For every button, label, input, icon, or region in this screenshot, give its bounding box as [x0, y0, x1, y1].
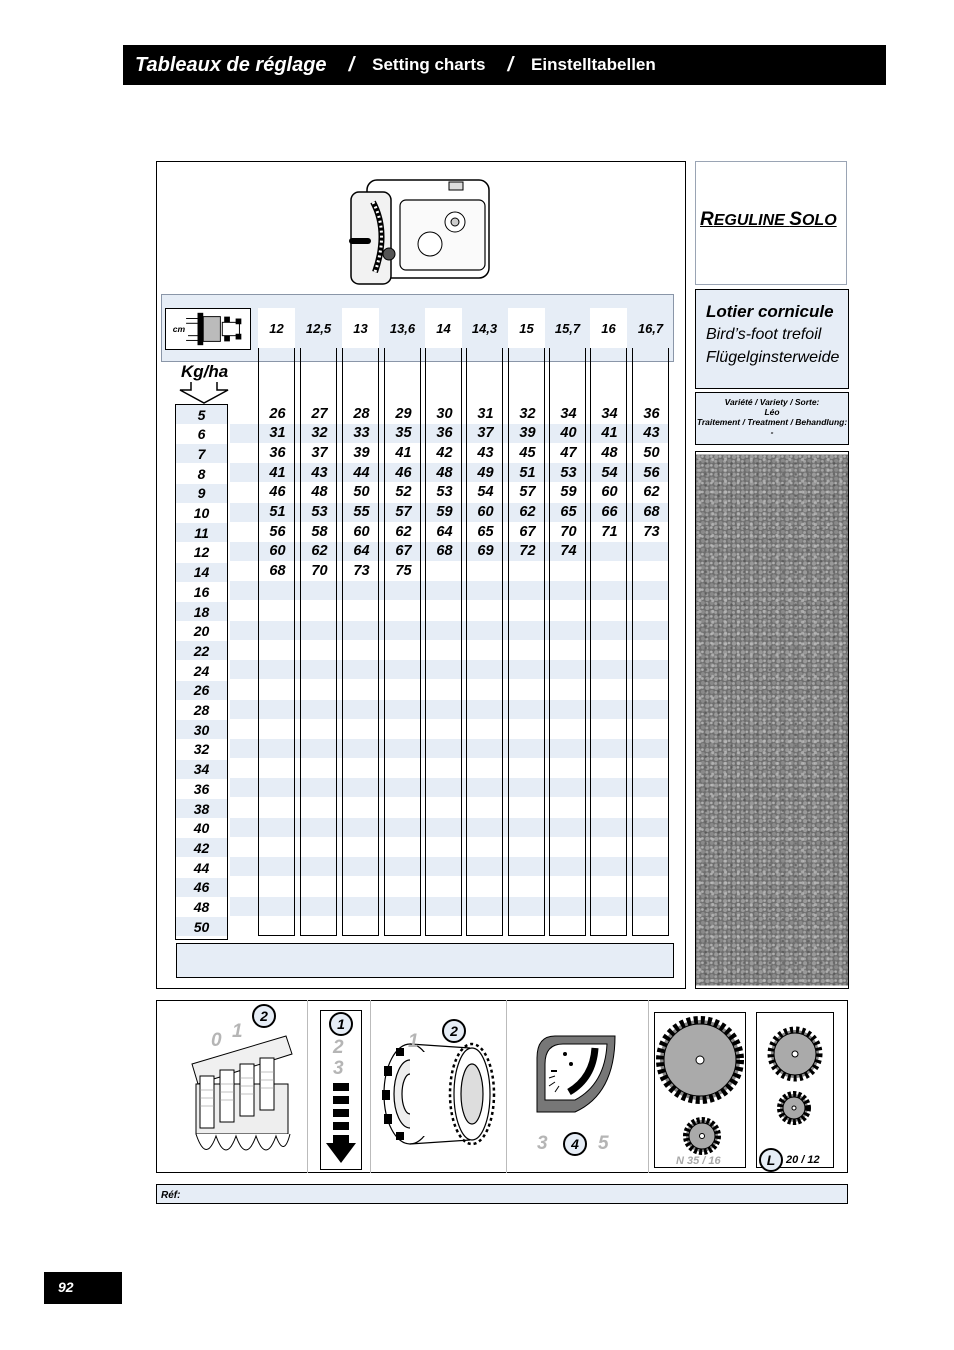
table-cell: 71 [601, 523, 618, 540]
variety-box [695, 392, 849, 445]
table-cell: 65 [477, 523, 494, 540]
table-cell: 60 [477, 504, 494, 520]
table-cell: 50 [353, 484, 370, 501]
table-column [342, 308, 379, 936]
ring-number-0: 0 [211, 1030, 222, 1051]
row-label: 16 [193, 583, 210, 600]
table-column [549, 308, 586, 936]
row-label: 11 [176, 523, 227, 542]
ring-selected-badge: 2 [252, 1004, 276, 1028]
row-label: 36 [193, 780, 210, 797]
column-header: 15 [508, 308, 545, 348]
table-cell: 48 [601, 444, 618, 461]
row-label: 8 [197, 465, 206, 482]
seed-name-fr: Lotier cornicule [706, 302, 834, 321]
table-cell: 59 [436, 504, 453, 520]
table-cell: 30 [436, 405, 453, 422]
gear-ratio-label: 20 / 12 [786, 1154, 820, 1166]
table-cell: 39 [353, 444, 370, 461]
table-cell: 49 [477, 464, 494, 481]
table-cell: 75 [395, 563, 412, 580]
settings-separator [307, 1000, 308, 1173]
table-cell: 59 [560, 484, 577, 501]
variety-label: Variété / Variety / Sorte: [724, 397, 820, 407]
table-cell: 31 [477, 405, 494, 422]
wheel-number-1: 1 [408, 1031, 419, 1052]
table-cell: 48 [436, 464, 453, 481]
row-label: 28 [193, 702, 210, 718]
settings-separator [370, 1000, 371, 1173]
row-label: 38 [176, 799, 227, 818]
row-label: 6 [197, 426, 206, 443]
table-cell: 31 [269, 425, 286, 442]
table-cell: 62 [395, 523, 412, 540]
column-header: 13 [342, 308, 379, 348]
table-cell: 32 [311, 425, 328, 442]
table-cell: 42 [436, 444, 453, 461]
column-header: 16 [590, 308, 627, 348]
table-column [425, 308, 462, 936]
table-cell: 53 [311, 504, 328, 520]
ring-number-1: 1 [232, 1021, 243, 1042]
row-label: 22 [176, 641, 227, 660]
table-cell: 68 [436, 543, 453, 560]
column-header: 12 [258, 308, 295, 348]
table-cell: 62 [311, 543, 328, 560]
seed-name-de: Flügelginsterweide [706, 349, 840, 366]
table-cell: 54 [601, 464, 618, 481]
title-separator: / [348, 53, 355, 76]
row-label: 20 [193, 623, 210, 640]
flap-setting-illustration [535, 1034, 617, 1114]
table-cell: 51 [269, 504, 286, 520]
table-cell: 60 [601, 484, 618, 501]
table-cell: 62 [643, 484, 660, 501]
table-cell: 32 [519, 405, 536, 422]
table-cell: 33 [353, 425, 370, 442]
table-cell: 56 [643, 464, 660, 481]
table-cell: 73 [643, 523, 660, 540]
row-label: 26 [176, 681, 227, 700]
table-cell: 28 [353, 405, 370, 422]
arrow-down-icon [177, 382, 231, 404]
wheel-selected-badge: 2 [442, 1019, 466, 1043]
kgha-label: Kg/ha [181, 362, 229, 381]
table-cell: 57 [395, 504, 412, 520]
cm-unit-label: cm [172, 323, 186, 334]
row-label: 50 [176, 917, 227, 936]
table-cell: 41 [601, 425, 618, 442]
product-name: REGULINE SOLO [700, 209, 837, 230]
table-column [300, 308, 337, 936]
table-cell: 55 [353, 504, 370, 520]
table-cell: 69 [477, 543, 494, 560]
table-cell: 51 [519, 464, 536, 481]
small-gear-icon [758, 1014, 832, 1134]
column-header: 16,7 [632, 308, 669, 348]
feed-rollers-illustration [186, 1024, 300, 1170]
table-cell: 52 [395, 484, 412, 501]
treatment-label: Traitement / Treatment / Behandlung: [696, 417, 848, 427]
metering-device-illustration [345, 172, 495, 290]
row-label: 30 [176, 720, 227, 739]
row-label: 42 [176, 838, 227, 857]
column-header: 12,5 [300, 308, 337, 348]
table-cell: 62 [519, 504, 536, 520]
seed-name-box [695, 289, 849, 389]
speed-arrow-icon [325, 1083, 357, 1165]
table-cell: 36 [643, 405, 660, 422]
speed-selected-badge: 1 [329, 1012, 353, 1036]
table-cell: 74 [560, 543, 577, 560]
settings-separator [648, 1000, 649, 1173]
table-cell: 54 [477, 484, 494, 501]
table-cell: 39 [519, 425, 536, 442]
gear-n-label: N 35 / 16 [676, 1155, 721, 1167]
table-cell: 65 [560, 504, 577, 520]
table-cell: 41 [395, 444, 412, 461]
speed-number-2: 2 [333, 1037, 344, 1058]
table-cell: 40 [560, 425, 577, 442]
drive-wheel-illustration [380, 1036, 498, 1150]
table-cell: 45 [519, 444, 536, 461]
title-separator-2: / [507, 53, 514, 76]
speed-number-3: 3 [333, 1058, 344, 1079]
table-footer-box [176, 943, 674, 978]
row-label: 40 [193, 820, 210, 837]
table-cell: 37 [311, 444, 328, 461]
seed-name-en: Bird’s-foot trefoil [706, 326, 822, 343]
table-cell: 73 [353, 563, 370, 580]
table-cell: 35 [395, 425, 412, 442]
table-column [466, 308, 503, 936]
table-cell: 72 [519, 543, 536, 560]
table-cell: 29 [395, 405, 412, 422]
table-cell: 34 [601, 405, 618, 422]
table-column [508, 308, 545, 936]
table-cell: 60 [353, 523, 370, 540]
table-cell: 66 [601, 504, 618, 520]
table-cell: 50 [643, 444, 660, 461]
table-cell: 41 [269, 464, 286, 481]
gear-letter-badge: L [759, 1148, 783, 1172]
table-cell: 68 [643, 504, 660, 520]
table-cell: 34 [560, 405, 577, 422]
table-cell: 64 [353, 543, 370, 560]
row-label: 12 [193, 544, 210, 561]
flap-number-3: 3 [537, 1133, 548, 1154]
table-cell: 27 [311, 405, 328, 422]
variety-value: Léo [764, 407, 780, 417]
table-cell: 58 [311, 523, 328, 540]
row-label: 32 [193, 741, 210, 758]
table-cell: 56 [269, 523, 286, 540]
table-cell: 43 [643, 425, 660, 442]
row-label: 48 [193, 899, 210, 915]
settings-separator [506, 1000, 507, 1173]
table-cell: 70 [560, 523, 577, 540]
table-cell: 70 [311, 563, 328, 580]
column-header: 14,3 [466, 308, 503, 348]
table-cell: 67 [395, 543, 412, 560]
table-cell: 48 [311, 484, 328, 501]
table-column [632, 308, 669, 936]
row-label: 46 [176, 878, 227, 897]
table-cell: 57 [519, 484, 536, 501]
table-cell: 46 [269, 484, 286, 501]
row-label: 5 [176, 405, 227, 424]
row-label: 34 [176, 760, 227, 779]
row-label: 10 [193, 505, 210, 521]
table-cell: 53 [436, 484, 453, 501]
table-column [258, 308, 295, 936]
table-cell: 36 [269, 444, 286, 461]
reference-field: Réf: [156, 1184, 848, 1204]
flap-number-5: 5 [598, 1133, 609, 1154]
seed-photo [695, 451, 849, 989]
column-header: 13,6 [384, 308, 421, 348]
table-cell: 43 [311, 464, 328, 481]
flap-selected-badge: 4 [563, 1132, 587, 1156]
table-column [590, 308, 627, 936]
title-en: Setting charts [372, 55, 486, 74]
row-label: 14 [176, 563, 227, 582]
row-label: 18 [176, 602, 227, 621]
table-cell: 68 [269, 563, 286, 580]
table-cell: 46 [395, 464, 412, 481]
table-cell: 43 [477, 444, 494, 461]
large-gear-icon [656, 1014, 744, 1164]
table-cell: 44 [353, 464, 370, 481]
table-cell: 53 [560, 464, 577, 481]
page-number: 92 [44, 1272, 122, 1304]
title-de: Einstelltabellen [531, 55, 656, 74]
table-cell: 37 [477, 425, 494, 442]
row-label: 24 [193, 662, 210, 679]
table-cell: 60 [269, 543, 286, 560]
table-cell: 67 [519, 523, 536, 540]
page-header [123, 45, 886, 85]
table-column [384, 308, 421, 936]
column-header: 15,7 [549, 308, 586, 348]
title-fr: Tableaux de réglage [135, 53, 327, 76]
table-cell: 26 [269, 405, 286, 422]
row-label: 44 [193, 859, 210, 876]
row-label: 9 [176, 484, 227, 503]
table-cell: 47 [560, 444, 577, 461]
row-label: 7 [176, 444, 227, 463]
seeding-width-icon [165, 308, 251, 350]
column-header: 14 [425, 308, 462, 348]
treatment-value: - [770, 427, 774, 437]
table-cell: 36 [436, 425, 453, 442]
table-cell: 64 [436, 523, 453, 540]
